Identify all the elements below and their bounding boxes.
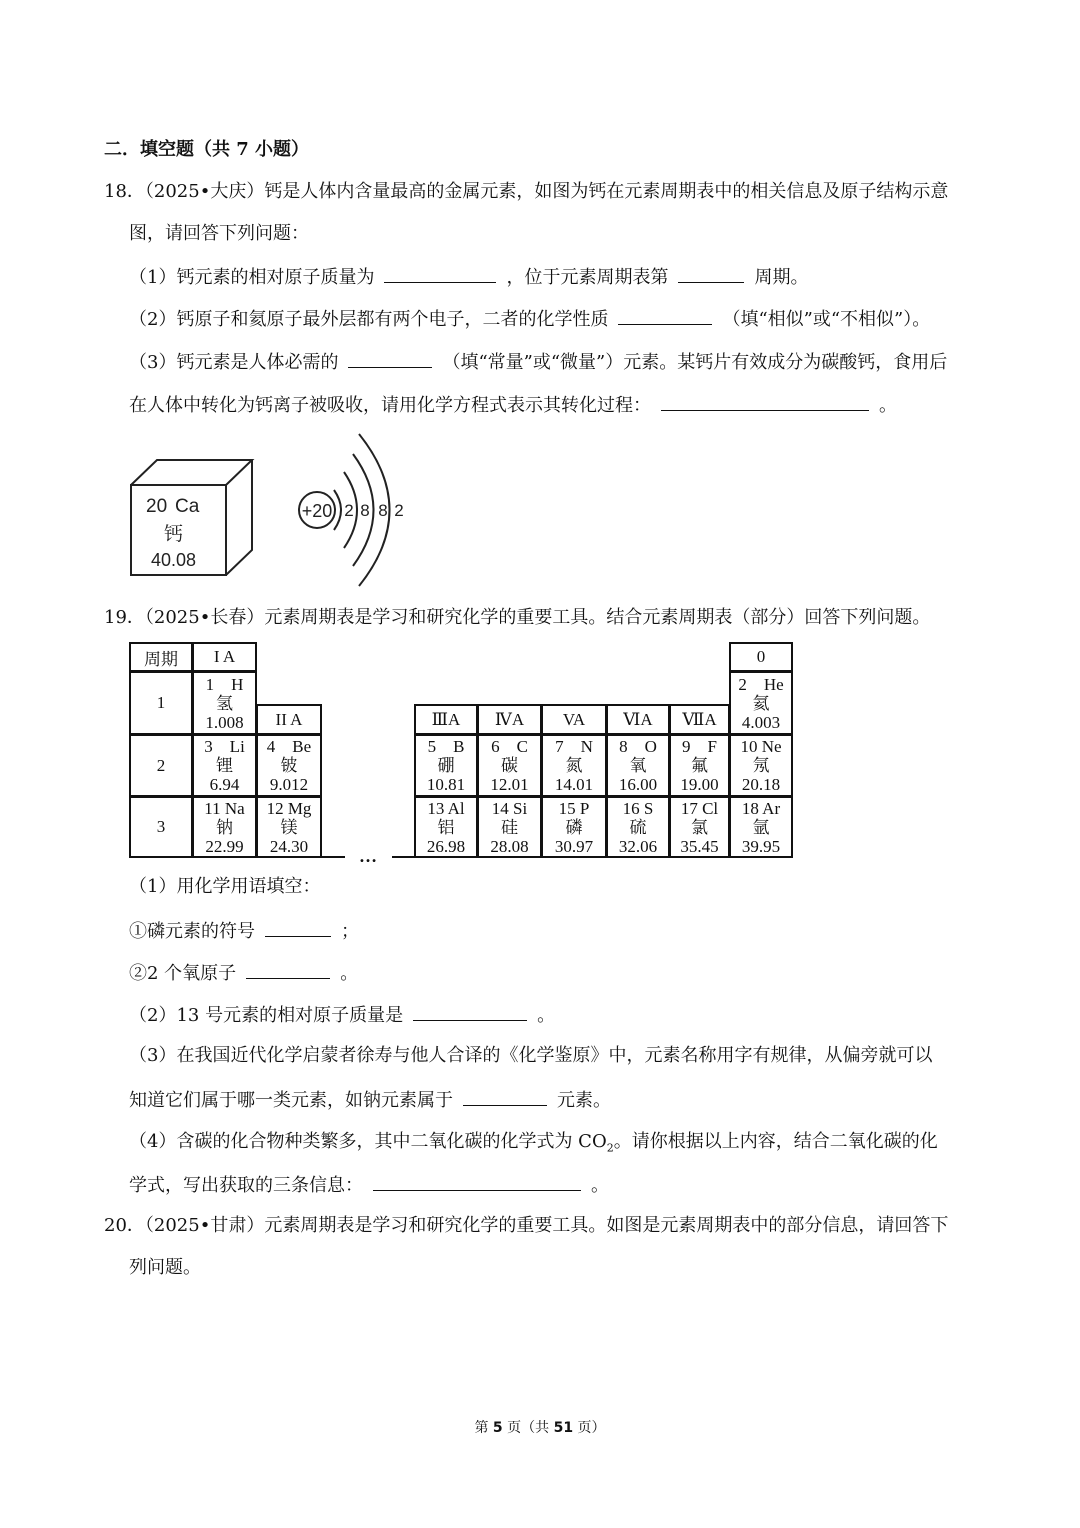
element-top: 14 Si xyxy=(491,798,528,818)
element-mass: 40.08 xyxy=(151,550,197,570)
q19-part1-ii xyxy=(129,960,358,986)
element-name: 氦 xyxy=(752,693,770,713)
footer-text: 页（共 xyxy=(502,1420,554,1436)
page-number: 5 xyxy=(492,1420,503,1436)
q19-part1-i xyxy=(129,918,359,944)
q18-number: 18． xyxy=(104,181,145,202)
element-top: 11 Na xyxy=(204,798,245,818)
element-top: 18 Ar xyxy=(741,798,781,818)
q19-part4-line2 xyxy=(129,1172,609,1198)
element-name: 氩 xyxy=(752,817,770,837)
element-mass: 26.98 xyxy=(426,836,466,856)
element-name: 硼 xyxy=(437,756,455,775)
shell-electrons: 2 xyxy=(344,501,354,520)
q20-number: 20． xyxy=(104,1215,145,1236)
element-cell-b xyxy=(414,734,478,797)
group-header-0: 0 xyxy=(729,642,793,672)
element-top: 13 Al xyxy=(427,798,465,818)
element-mass: 1.008 xyxy=(205,712,244,732)
element-name: 硅 xyxy=(501,817,518,837)
element-cell-he xyxy=(729,671,793,735)
element-cell-f xyxy=(669,734,730,797)
page-footer xyxy=(0,1417,1080,1437)
atom-diagram xyxy=(299,434,404,586)
element-mass: 30.97 xyxy=(554,836,594,856)
element-mass: 9.012 xyxy=(269,775,309,794)
page-total: 51 xyxy=(553,1420,574,1436)
element-top: 12 Mg xyxy=(266,798,312,818)
element-mass: 6.94 xyxy=(209,775,240,794)
q19-p1i-text: ①磷元素的符号 xyxy=(129,921,255,942)
calcium-figure xyxy=(122,428,422,598)
q20-stem-line1 xyxy=(104,1214,948,1238)
group-header-2a: II A xyxy=(256,704,322,735)
shell-electrons: 2 xyxy=(394,501,404,520)
q18-p1-text2: ，位于元素周期表第 xyxy=(506,267,669,288)
element-name: 氢 xyxy=(216,693,233,713)
element-cell-ne xyxy=(729,734,793,797)
q19-stem-text: 元素周期表是学习和研究化学的重要工具。结合元素周期表（部分）回答下列问题。 xyxy=(264,607,931,628)
q20-source: （2025•甘肃） xyxy=(144,1215,265,1236)
period-label: 3 xyxy=(129,796,193,858)
element-top: 4 Be xyxy=(266,737,312,756)
element-cell-al xyxy=(414,796,478,858)
element-top: 17 Cl xyxy=(680,798,719,818)
element-name: 氮 xyxy=(565,756,583,775)
element-top: 8 O xyxy=(619,737,657,756)
element-mass: 19.00 xyxy=(680,775,719,794)
group-header-4a: ⅣA xyxy=(477,704,542,735)
element-cell-li xyxy=(192,734,257,797)
q18-stem-line2: 图，请回答下列问题： xyxy=(129,223,309,244)
q19-part3-line2 xyxy=(129,1087,611,1113)
element-name: 铍 xyxy=(280,756,298,775)
q19-p4-text3: 学式，写出获取的三条信息： xyxy=(129,1175,363,1196)
element-mass: 32.06 xyxy=(618,836,658,856)
co2-subscript: 2 xyxy=(606,1141,614,1155)
element-top: 5 B xyxy=(427,737,465,756)
element-cell-o xyxy=(606,734,670,797)
element-cell-s xyxy=(606,796,670,858)
table-gap-line xyxy=(392,856,416,858)
q18-part2 xyxy=(129,306,930,332)
element-name: 硫 xyxy=(629,817,647,837)
answer-blank[interactable] xyxy=(348,349,432,368)
table-ellipsis: … xyxy=(359,846,377,866)
element-mass: 16.00 xyxy=(618,775,658,794)
q18-p3-text4: 。 xyxy=(879,395,897,416)
q19-p2-text2: 。 xyxy=(537,1005,556,1026)
element-mass: 20.18 xyxy=(741,775,781,794)
answer-blank[interactable] xyxy=(413,1002,527,1021)
element-cell-cl xyxy=(669,796,730,858)
element-name: 氖 xyxy=(752,756,770,775)
shell-electrons: 8 xyxy=(360,501,370,520)
q19-p1ii-text2: 。 xyxy=(340,963,359,984)
q19-p3-text2: 元素。 xyxy=(557,1090,611,1111)
q19-part1: （1）用化学用语填空： xyxy=(129,876,321,897)
q19-p1ii-text: ②2 个氧原子 xyxy=(129,963,237,984)
q20-stem: 元素周期表是学习和研究化学的重要工具。如图是元素周期表中的部分信息，请回答下 xyxy=(264,1215,949,1236)
q19-p2-text: （2）13 号元素的相对原子质量是 xyxy=(129,1005,404,1026)
element-cell-p xyxy=(541,796,607,858)
q19-number: 19． xyxy=(104,607,145,628)
element-name: 氧 xyxy=(629,756,647,775)
element-number-symbol: 20 xyxy=(146,496,168,517)
element-cell-mg xyxy=(256,796,322,858)
element-top: 15 P xyxy=(558,798,590,818)
element-mass: 14.01 xyxy=(554,775,594,794)
answer-blank[interactable] xyxy=(678,264,744,283)
element-cell-si xyxy=(477,796,542,858)
element-top: 10 Ne xyxy=(740,737,782,756)
table-gap-line xyxy=(321,856,345,858)
group-header-3a: ⅢA xyxy=(414,704,478,735)
element-name: 碳 xyxy=(501,756,518,775)
element-mass: 4.003 xyxy=(741,712,781,732)
answer-blank[interactable] xyxy=(246,960,330,979)
q18-p3-text2: （填“常量”或“微量”）元素。某钙片有效成分为碳酸钙，食用后 xyxy=(442,352,948,373)
element-name: 铝 xyxy=(437,817,455,837)
q18-part3-line2 xyxy=(129,392,897,418)
q19-p4-text4: 。 xyxy=(591,1175,609,1196)
element-mass: 24.30 xyxy=(269,836,309,856)
element-top: 16 S xyxy=(622,798,654,818)
q19-p4-text: （4）含碳的化合物种类繁多，其中二氧化碳的化学式为 CO xyxy=(129,1131,607,1152)
footer-text: 第 xyxy=(474,1420,493,1436)
nucleus-charge: +20 xyxy=(301,501,333,521)
q18-p2-text: （2）钙原子和氦原子最外层都有两个电子，二者的化学性质 xyxy=(129,309,609,330)
element-cell-h xyxy=(192,671,257,735)
q18-p1-text3: 周期。 xyxy=(754,267,809,288)
element-top: 7 N xyxy=(555,737,593,756)
element-mass: 22.99 xyxy=(205,836,244,856)
q18-p1-text: （1）钙元素的相对原子质量为 xyxy=(129,267,375,288)
element-mass: 12.01 xyxy=(490,775,529,794)
element-mass: 28.08 xyxy=(490,836,529,856)
period-label: 1 xyxy=(129,671,193,735)
answer-blank[interactable] xyxy=(661,392,869,411)
shell-electrons: 8 xyxy=(378,501,388,520)
element-name: 钠 xyxy=(216,817,233,837)
group-header-6a: ⅥA xyxy=(606,704,670,735)
answer-blank[interactable] xyxy=(384,264,496,283)
q18-stem-line1 xyxy=(104,180,948,204)
answer-blank[interactable] xyxy=(463,1087,547,1106)
q18-part3 xyxy=(129,349,947,375)
footer-text: 页） xyxy=(573,1420,606,1436)
group-header-5a: VA xyxy=(541,704,607,735)
q18-p3-text: （3）钙元素是人体必需的 xyxy=(129,352,339,373)
element-top: 2 He xyxy=(738,674,784,694)
q19-part2 xyxy=(129,1002,555,1028)
period-label: 2 xyxy=(129,734,193,797)
element-name: 钙 xyxy=(164,523,184,545)
group-header-1a: I A xyxy=(192,642,257,672)
element-name: 氟 xyxy=(691,756,708,775)
q19-stem xyxy=(104,606,930,630)
element-name: 镁 xyxy=(280,817,298,837)
element-cell-na xyxy=(192,796,257,858)
q20-stem-line2: 列问题。 xyxy=(129,1257,201,1278)
q19-part4 xyxy=(129,1130,938,1161)
element-top: 3 Li xyxy=(204,737,245,756)
q19-p4-text2: 。请你根据以上内容，结合二氧化碳的化 xyxy=(613,1131,938,1152)
element-mass: 35.45 xyxy=(680,836,719,856)
element-cell-be xyxy=(256,734,322,797)
element-cell-c xyxy=(477,734,542,797)
section-title: 二．填空题（共 7 小题） xyxy=(104,139,310,160)
q19-source: （2025•长春） xyxy=(144,607,265,628)
q19-part3: （3）在我国近代化学启蒙者徐寿与他人合译的《化学鉴原》中，元素名称用字有规律，从偏旁就可以 xyxy=(129,1045,933,1066)
element-top: 6 C xyxy=(491,737,528,756)
element-cell-n xyxy=(541,734,607,797)
element-top: 9 F xyxy=(682,737,717,756)
element-mass: 39.95 xyxy=(741,836,781,856)
answer-blank[interactable] xyxy=(373,1172,581,1191)
element-mass: 10.81 xyxy=(426,775,466,794)
q18-source: （2025•大庆） xyxy=(144,181,265,202)
element-name: 氯 xyxy=(691,817,708,837)
q18-p2-text2: （填“相似”或“不相似”）。 xyxy=(722,309,931,330)
answer-blank[interactable] xyxy=(618,306,712,325)
element-top: 1 H xyxy=(205,674,244,694)
element-cell-ar xyxy=(729,796,793,858)
element-symbol: Ca xyxy=(175,496,200,517)
q18-p3-text3: 在人体中转化为钙离子被吸收，请用化学方程式表示其转化过程： xyxy=(129,395,651,416)
period-header: 周期 xyxy=(129,642,193,672)
q18-stem: 钙是人体内含量最高的金属元素，如图为钙在元素周期表中的相关信息及原子结构示意 xyxy=(264,181,949,202)
q19-p3-text: 知道它们属于哪一类元素，如钠元素属于 xyxy=(129,1090,453,1111)
q19-p1i-text2: ； xyxy=(341,921,359,942)
q18-part1 xyxy=(129,264,808,290)
element-name: 磷 xyxy=(565,817,583,837)
group-header-7a: ⅦA xyxy=(669,704,730,735)
answer-blank[interactable] xyxy=(265,918,331,937)
element-name: 锂 xyxy=(216,756,233,775)
